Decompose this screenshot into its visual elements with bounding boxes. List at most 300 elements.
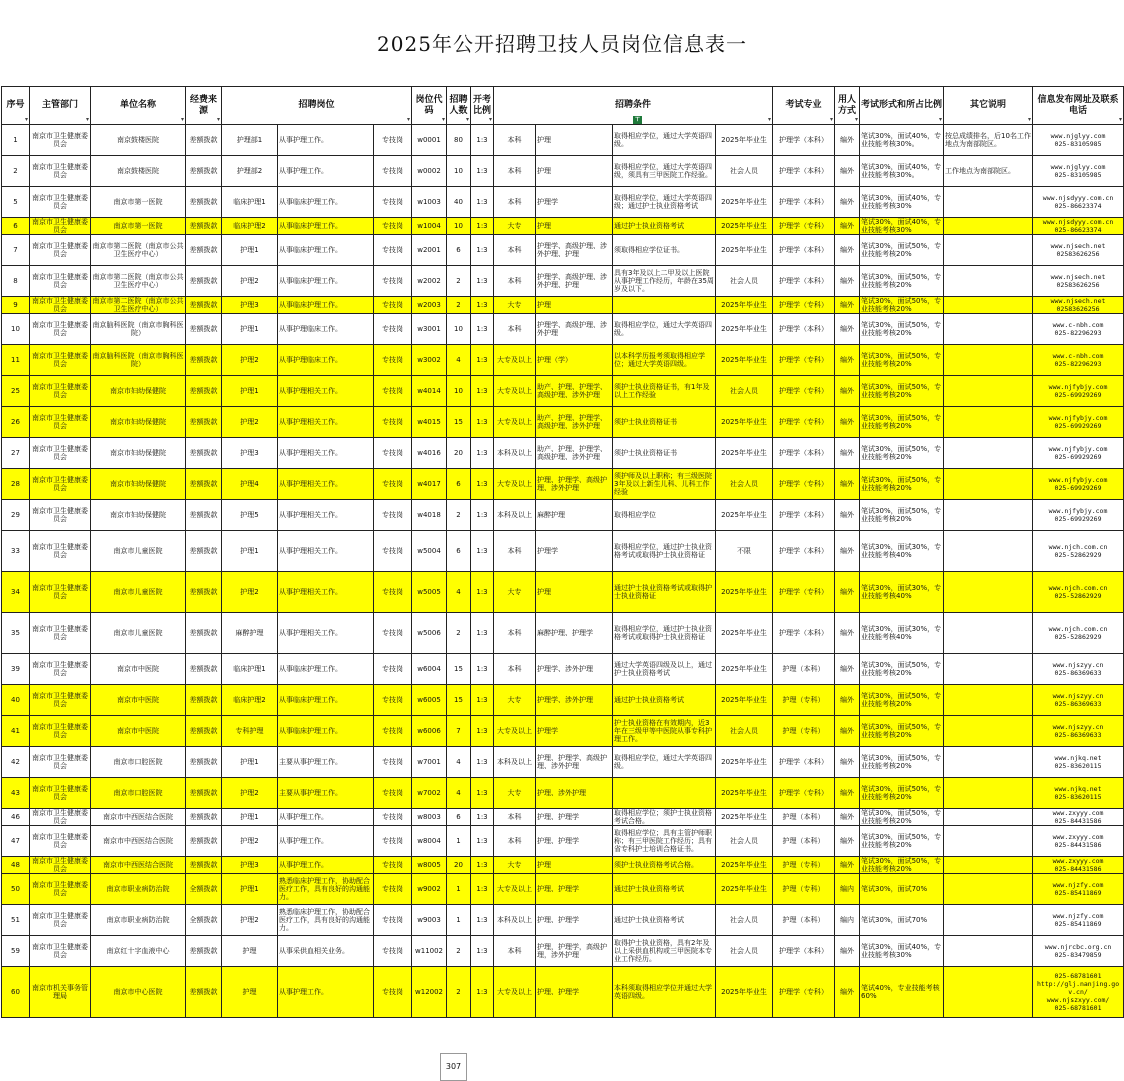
cell-code[interactable]: w0001	[412, 125, 447, 156]
cell-web[interactable]: www.c-nbh.com 025-82296293	[1033, 314, 1124, 345]
cell-cond[interactable]: 取得相应学位，通过大学英语四级。	[613, 747, 716, 778]
cell-type[interactable]: 专技岗	[374, 125, 412, 156]
cell-code[interactable]: w6005	[412, 685, 447, 716]
cell-dept[interactable]: 南京市卫生健康委员会	[30, 235, 91, 266]
cell-exam[interactable]: 护理学（本科）	[773, 125, 835, 156]
cell-ratio[interactable]: 1:3	[471, 125, 494, 156]
cell-unit[interactable]: 南京市中医院	[91, 654, 186, 685]
cell-unit[interactable]: 南京红十字血液中心	[91, 936, 186, 967]
cell-type[interactable]: 专技岗	[374, 266, 412, 297]
cell-note[interactable]	[944, 469, 1033, 500]
cell-code[interactable]: w7002	[412, 778, 447, 809]
cell-post[interactable]: 护理5	[222, 500, 278, 531]
cell-web[interactable]: www.njsech.net 02583626256	[1033, 297, 1124, 314]
cell-code[interactable]: w2001	[412, 235, 447, 266]
cell-no[interactable]: 50	[2, 874, 30, 905]
cell-num[interactable]: 80	[447, 125, 471, 156]
cell-dept[interactable]: 南京市卫生健康委员会	[30, 778, 91, 809]
cell-ratio[interactable]: 1:3	[471, 376, 494, 407]
cell-post[interactable]: 护理3	[222, 857, 278, 874]
cell-edu[interactable]: 大专及以上	[494, 376, 536, 407]
cell-no[interactable]: 9	[2, 297, 30, 314]
cell-cond[interactable]: 取得相应学位，通过护士执业资格考试或取得护士执业资格证	[613, 613, 716, 654]
cell-note[interactable]	[944, 778, 1033, 809]
cell-dept[interactable]: 南京市卫生健康委员会	[30, 905, 91, 936]
cell-no[interactable]: 48	[2, 857, 30, 874]
cell-note[interactable]	[944, 407, 1033, 438]
cell-num[interactable]: 10	[447, 218, 471, 235]
header-no[interactable]: 序号 ▾	[2, 87, 30, 125]
cell-cond[interactable]: 通过护士执业资格考试或取得护士执业资格证	[613, 572, 716, 613]
cell-no[interactable]: 51	[2, 905, 30, 936]
filter-dropdown-icon[interactable]: ▾	[855, 116, 859, 123]
cell-src[interactable]: 社会人员	[716, 156, 773, 187]
cell-ratio[interactable]: 1:3	[471, 654, 494, 685]
filter-dropdown-icon[interactable]: ▾	[466, 116, 470, 123]
cell-major[interactable]: 护理	[536, 125, 613, 156]
cell-no[interactable]: 25	[2, 376, 30, 407]
cell-cond[interactable]	[613, 778, 716, 809]
header-fund[interactable]: 经费来源 ▾	[186, 87, 222, 125]
cell-type[interactable]: 专技岗	[374, 407, 412, 438]
cell-dept[interactable]: 南京市卫生健康委员会	[30, 376, 91, 407]
cell-cond[interactable]: 须护士执业资格考试合格。	[613, 857, 716, 874]
cell-edu[interactable]: 本科	[494, 809, 536, 826]
cell-exam[interactable]: 护理学（本科）	[773, 613, 835, 654]
cell-note[interactable]	[944, 235, 1033, 266]
cell-major[interactable]: 护理学、涉外护理	[536, 654, 613, 685]
cell-note[interactable]	[944, 967, 1033, 1018]
cell-form[interactable]: 笔试30%，面试50%，专业技能考核20%	[860, 857, 944, 874]
cell-code[interactable]: w4015	[412, 407, 447, 438]
cell-cond[interactable]: 通过护士执业资格考试	[613, 685, 716, 716]
cell-web[interactable]: www.zxyyy.com 025-84431586	[1033, 857, 1124, 874]
cell-num[interactable]: 15	[447, 685, 471, 716]
header-cond[interactable]: 招聘条件 ⊤ ▾	[494, 87, 773, 125]
cell-src[interactable]: 社会人员	[716, 826, 773, 857]
cell-duty[interactable]: 从事护理相关工作。	[278, 531, 374, 572]
cell-post[interactable]: 护理1	[222, 874, 278, 905]
cell-dept[interactable]: 南京市卫生健康委员会	[30, 407, 91, 438]
cell-exam[interactable]: 护理（专科）	[773, 716, 835, 747]
cell-ratio[interactable]: 1:3	[471, 218, 494, 235]
cell-edu[interactable]: 本科	[494, 826, 536, 857]
cell-mode[interactable]: 编外	[835, 826, 860, 857]
cell-code[interactable]: w8003	[412, 809, 447, 826]
cell-unit[interactable]: 南京脑科医院（南京市胸科医院）	[91, 314, 186, 345]
cell-ratio[interactable]: 1:3	[471, 857, 494, 874]
cell-num[interactable]: 15	[447, 407, 471, 438]
cell-duty[interactable]: 从事临床护理工作。	[278, 218, 374, 235]
cell-num[interactable]: 20	[447, 857, 471, 874]
cell-num[interactable]: 6	[447, 469, 471, 500]
cell-cond[interactable]: 护士执业资格在有效期内，近3年在三级甲等中医院从事专科护理工作。	[613, 716, 716, 747]
cell-dept[interactable]: 南京市卫生健康委员会	[30, 654, 91, 685]
cell-cond[interactable]: 须取得相应学位证书。	[613, 235, 716, 266]
cell-exam[interactable]: 护理学（本科）	[773, 500, 835, 531]
header-mode[interactable]: 用人方式 ▾	[835, 87, 860, 125]
cell-type[interactable]: 专技岗	[374, 500, 412, 531]
cell-type[interactable]: 专技岗	[374, 438, 412, 469]
cell-duty[interactable]: 从事临床护理工作。	[278, 716, 374, 747]
cell-fund[interactable]: 差额拨款	[186, 345, 222, 376]
cell-fund[interactable]: 差额拨款	[186, 297, 222, 314]
cell-unit[interactable]: 南京市妇幼保健院	[91, 407, 186, 438]
cell-fund[interactable]: 差额拨款	[186, 187, 222, 218]
cell-num[interactable]: 1	[447, 826, 471, 857]
cell-type[interactable]: 专技岗	[374, 297, 412, 314]
cell-form[interactable]: 笔试30%，面试50%，专业技能考核20%	[860, 685, 944, 716]
cell-code[interactable]: w4016	[412, 438, 447, 469]
cell-ratio[interactable]: 1:3	[471, 685, 494, 716]
cell-cond[interactable]: 通过护士执业资格考试	[613, 218, 716, 235]
cell-web[interactable]: www.njch.com.cn 025-52862929	[1033, 613, 1124, 654]
cell-src[interactable]: 2025年毕业生	[716, 125, 773, 156]
cell-web[interactable]: www.zxyyy.com 025-84431586	[1033, 809, 1124, 826]
cell-exam[interactable]: 护理学（本科）	[773, 235, 835, 266]
cell-no[interactable]: 43	[2, 778, 30, 809]
cell-mode[interactable]: 编外	[835, 218, 860, 235]
cell-dept[interactable]: 南京市卫生健康委员会	[30, 936, 91, 967]
cell-no[interactable]: 35	[2, 613, 30, 654]
cell-ratio[interactable]: 1:3	[471, 778, 494, 809]
cell-cond[interactable]	[613, 297, 716, 314]
cell-form[interactable]: 笔试30%，面试40%，专业技能考核30%	[860, 936, 944, 967]
cell-form[interactable]: 笔试30%，面试50%，专业技能考核20%	[860, 297, 944, 314]
cell-dept[interactable]: 南京市机关事务管理局	[30, 967, 91, 1018]
header-web[interactable]: 信息发布网址及联系电话 ▾	[1033, 87, 1124, 125]
cell-fund[interactable]: 差额拨款	[186, 685, 222, 716]
filter-dropdown-icon[interactable]: ▾	[24, 116, 28, 123]
cell-unit[interactable]: 南京市妇幼保健院	[91, 469, 186, 500]
cell-duty[interactable]: 从事临床护理工作。	[278, 187, 374, 218]
cell-cond[interactable]: 具有3年及以上二甲及以上医院从事护理工作经历，年龄在35周岁及以下。	[613, 266, 716, 297]
cell-unit[interactable]: 南京市第二医院（南京市公共卫生医疗中心）	[92, 297, 184, 313]
cell-type[interactable]: 专技岗	[374, 716, 412, 747]
cell-unit[interactable]: 南京市妇幼保健院	[91, 438, 186, 469]
cell-post[interactable]: 护理1	[222, 747, 278, 778]
cell-mode[interactable]: 编外	[835, 266, 860, 297]
cell-num[interactable]: 6	[447, 809, 471, 826]
cell-mode[interactable]: 编外	[835, 438, 860, 469]
cell-src[interactable]: 2025年毕业生	[716, 314, 773, 345]
cell-major[interactable]: 护理	[536, 156, 613, 187]
cell-edu[interactable]: 大专	[494, 685, 536, 716]
filter-dropdown-icon[interactable]: ▾	[180, 116, 184, 123]
cell-form[interactable]: 笔试30%，面试70%	[860, 905, 944, 936]
cell-post[interactable]: 专科护理	[222, 716, 278, 747]
cell-post[interactable]: 护理2	[222, 266, 278, 297]
cell-duty[interactable]: 从事护理临床工作。	[278, 345, 374, 376]
cell-web[interactable]: www.c-nbh.com 025-82296293	[1033, 345, 1124, 376]
cell-num[interactable]: 2	[447, 613, 471, 654]
cell-mode[interactable]: 编外	[835, 345, 860, 376]
cell-num[interactable]: 2	[447, 266, 471, 297]
cell-code[interactable]: w6004	[412, 654, 447, 685]
header-exam[interactable]: 考试专业 ▾	[773, 87, 835, 125]
cell-major[interactable]: 护理	[536, 218, 613, 235]
cell-num[interactable]: 6	[447, 531, 471, 572]
cell-form[interactable]: 笔试30%，面试30%，专业技能考核40%	[860, 572, 944, 613]
cell-cond[interactable]: 取得相应学位，通过大学英语四级。	[613, 125, 716, 156]
cell-edu[interactable]: 大专及以上	[494, 469, 536, 500]
cell-src[interactable]: 2025年毕业生	[716, 297, 773, 314]
cell-src[interactable]: 2025年毕业生	[716, 778, 773, 809]
cell-num[interactable]: 2	[447, 936, 471, 967]
cell-src[interactable]: 2025年毕业生	[716, 654, 773, 685]
cell-ratio[interactable]: 1:3	[471, 613, 494, 654]
cell-mode[interactable]: 编外	[835, 469, 860, 500]
cell-code[interactable]: w4014	[412, 376, 447, 407]
cell-exam[interactable]: 护理学（专科）	[773, 345, 835, 376]
cell-form[interactable]: 笔试30%，面试50%，专业技能考核20%	[860, 500, 944, 531]
cell-ratio[interactable]: 1:3	[471, 266, 494, 297]
cell-duty[interactable]: 从事护理工作。	[278, 125, 374, 156]
cell-edu[interactable]: 大专	[494, 297, 536, 314]
cell-num[interactable]: 2	[447, 967, 471, 1018]
cell-unit[interactable]: 南京市儿童医院	[91, 572, 186, 613]
cell-type[interactable]: 专技岗	[374, 809, 412, 826]
cell-fund[interactable]: 差额拨款	[186, 572, 222, 613]
cell-form[interactable]: 笔试30%，面试50%，专业技能考核20%	[860, 469, 944, 500]
cell-major[interactable]: 助产、护理、护理学、高级护理、涉外护理	[536, 438, 613, 469]
cell-num[interactable]: 2	[447, 297, 471, 314]
cell-duty[interactable]: 从事护理临床工作。	[278, 314, 374, 345]
cell-type[interactable]: 专技岗	[374, 654, 412, 685]
cell-note[interactable]	[944, 716, 1033, 747]
cell-src[interactable]: 2025年毕业生	[716, 874, 773, 905]
cell-code[interactable]: w1003	[412, 187, 447, 218]
cell-major[interactable]: 助产、护理、护理学、高级护理、涉外护理	[536, 407, 613, 438]
cell-dept[interactable]: 南京市卫生健康委员会	[30, 809, 91, 826]
cell-web[interactable]: www.njsdyyy.com.cn 025-86623374	[1033, 218, 1124, 235]
cell-cond[interactable]: 通过护士执业资格考试	[613, 905, 716, 936]
cell-mode[interactable]: 编外	[835, 314, 860, 345]
cell-mode[interactable]: 编外	[835, 156, 860, 187]
cell-ratio[interactable]: 1:3	[471, 572, 494, 613]
cell-web[interactable]: www.njszyy.cn 025-86369633	[1033, 654, 1124, 685]
cell-type[interactable]: 专技岗	[374, 613, 412, 654]
cell-edu[interactable]: 大专	[494, 778, 536, 809]
cell-mode[interactable]: 编内	[835, 874, 860, 905]
cell-cond[interactable]: 通过护士执业资格考试	[613, 874, 716, 905]
cell-edu[interactable]: 本科	[494, 235, 536, 266]
cell-post[interactable]: 护理2	[222, 778, 278, 809]
cell-unit[interactable]: 南京市儿童医院	[91, 613, 186, 654]
cell-form[interactable]: 笔试30%，面试50%，专业技能考核20%	[860, 826, 944, 857]
cell-dept[interactable]: 南京市卫生健康委员会	[30, 266, 91, 297]
cell-type[interactable]: 专技岗	[374, 685, 412, 716]
cell-edu[interactable]: 本科	[494, 156, 536, 187]
cell-type[interactable]: 专技岗	[374, 874, 412, 905]
cell-web[interactable]: www.njfybjy.com 025-69929269	[1033, 438, 1124, 469]
cell-edu[interactable]: 大专及以上	[494, 345, 536, 376]
cell-duty[interactable]: 从事护理相关工作。	[278, 407, 374, 438]
cell-exam[interactable]: 护理学（专科）	[773, 469, 835, 500]
cell-duty[interactable]: 从事临床护理工作。	[278, 235, 374, 266]
filter-dropdown-icon[interactable]: ▾	[407, 116, 411, 123]
cell-note[interactable]	[944, 218, 1033, 235]
cell-num[interactable]: 1	[447, 905, 471, 936]
cell-note[interactable]	[944, 613, 1033, 654]
cell-mode[interactable]: 编外	[835, 936, 860, 967]
cell-note[interactable]	[944, 572, 1033, 613]
cell-num[interactable]: 4	[447, 345, 471, 376]
cell-note[interactable]	[944, 187, 1033, 218]
cell-code[interactable]: w5006	[412, 613, 447, 654]
cell-type[interactable]: 专技岗	[374, 572, 412, 613]
cell-major[interactable]: 护理学、高级护理、涉外护理、护理	[536, 235, 613, 266]
cell-unit[interactable]: 南京市儿童医院	[91, 531, 186, 572]
cell-mode[interactable]: 编外	[835, 297, 860, 314]
cell-major[interactable]: 护理（学）	[536, 345, 613, 376]
filter-dropdown-icon[interactable]: ▾	[1028, 116, 1032, 123]
header-note[interactable]: 其它说明 ▾	[944, 87, 1033, 125]
cell-edu[interactable]: 本科及以上	[494, 500, 536, 531]
cell-duty[interactable]: 从事护理工作。	[278, 857, 374, 874]
cell-ratio[interactable]: 1:3	[471, 874, 494, 905]
cell-fund[interactable]: 差额拨款	[186, 531, 222, 572]
cell-exam[interactable]: 护理学（本科）	[773, 531, 835, 572]
cell-num[interactable]: 40	[447, 187, 471, 218]
cell-no[interactable]: 7	[2, 235, 30, 266]
cell-post[interactable]: 护理部2	[222, 156, 278, 187]
cell-no[interactable]: 27	[2, 438, 30, 469]
cell-web[interactable]: www.njzfy.com 025-85411869	[1033, 874, 1124, 905]
cell-fund[interactable]: 差额拨款	[186, 654, 222, 685]
cell-cond[interactable]: 取得相应学位，通过护士执业资格考试或取得护士执业资格证	[613, 531, 716, 572]
cell-form[interactable]: 笔试30%，面试50%，专业技能考核20%	[860, 266, 944, 297]
cell-major[interactable]: 护理学、涉外护理	[536, 685, 613, 716]
cell-ratio[interactable]: 1:3	[471, 235, 494, 266]
header-form[interactable]: 考试形式和所占比例 ▾	[860, 87, 944, 125]
cell-fund[interactable]: 差额拨款	[186, 266, 222, 297]
cell-web[interactable]: www.njrcbc.org.cn 025-83479859	[1033, 936, 1124, 967]
cell-cond[interactable]: 取得相应学位	[613, 500, 716, 531]
cell-fund[interactable]: 差额拨款	[186, 826, 222, 857]
cell-web[interactable]: www.njkq.net 025-83620115	[1033, 747, 1124, 778]
cell-form[interactable]: 笔试30%，面试40%，专业技能考核30%	[860, 187, 944, 218]
cell-fund[interactable]: 全额拨款	[186, 874, 222, 905]
cell-web[interactable]: www.njch.com.cn 025-52862929	[1033, 531, 1124, 572]
cell-code[interactable]: w2003	[412, 297, 447, 314]
cell-num[interactable]: 2	[447, 500, 471, 531]
cell-no[interactable]: 46	[2, 809, 30, 826]
cell-src[interactable]: 2025年毕业生	[716, 857, 773, 874]
cell-post[interactable]: 护理1	[222, 235, 278, 266]
cell-note[interactable]	[944, 531, 1033, 572]
cell-no[interactable]: 39	[2, 654, 30, 685]
cell-edu[interactable]: 大专	[494, 857, 536, 874]
header-ratio[interactable]: 开考比例 ▾	[471, 87, 494, 125]
cell-dept[interactable]: 南京市卫生健康委员会	[30, 685, 91, 716]
cell-src[interactable]: 2025年毕业生	[716, 685, 773, 716]
cell-major[interactable]: 护理学	[536, 716, 613, 747]
cell-type[interactable]: 专技岗	[374, 156, 412, 187]
cell-note[interactable]	[944, 747, 1033, 778]
cell-code[interactable]: w7001	[412, 747, 447, 778]
cell-cond[interactable]: 须护士执业资格证书，有1年及以上工作经验	[613, 376, 716, 407]
cell-src[interactable]: 2025年毕业生	[716, 345, 773, 376]
cell-dept[interactable]: 南京市卫生健康委员会	[30, 857, 91, 874]
cell-post[interactable]: 护理1	[222, 376, 278, 407]
cell-num[interactable]: 7	[447, 716, 471, 747]
cell-edu[interactable]: 大专	[494, 572, 536, 613]
cell-edu[interactable]: 大专及以上	[494, 874, 536, 905]
cell-fund[interactable]: 差额拨款	[186, 125, 222, 156]
cell-code[interactable]: w8005	[412, 857, 447, 874]
cell-no[interactable]: 10	[2, 314, 30, 345]
cell-fund[interactable]: 差额拨款	[186, 407, 222, 438]
cell-dept[interactable]: 南京市卫生健康委员会	[30, 531, 91, 572]
header-code[interactable]: 岗位代码 ▾	[412, 87, 447, 125]
cell-type[interactable]: 专技岗	[374, 857, 412, 874]
cell-unit[interactable]: 南京市中西医结合医院	[91, 826, 186, 857]
cell-no[interactable]: 42	[2, 747, 30, 778]
cell-ratio[interactable]: 1:3	[471, 716, 494, 747]
cell-web[interactable]: www.njzfy.com 025-85411869	[1033, 905, 1124, 936]
cell-no[interactable]: 6	[2, 218, 30, 235]
cell-ratio[interactable]: 1:3	[471, 500, 494, 531]
cell-note[interactable]	[944, 266, 1033, 297]
cell-duty[interactable]: 主要从事护理工作。	[278, 747, 374, 778]
cell-no[interactable]: 1	[2, 125, 30, 156]
cell-mode[interactable]: 编外	[835, 235, 860, 266]
cell-fund[interactable]: 差额拨款	[186, 376, 222, 407]
cell-num[interactable]: 1	[447, 874, 471, 905]
cell-exam[interactable]: 护理学（本科）	[773, 747, 835, 778]
cell-dept[interactable]: 南京市卫生健康委员会	[30, 218, 91, 235]
cell-unit[interactable]: 南京市中医院	[91, 716, 186, 747]
cell-note[interactable]: 工作地点为南部院区。	[944, 156, 1033, 187]
cell-post[interactable]: 护理	[222, 936, 278, 967]
cell-web[interactable]: www.njszyy.cn 025-86369633	[1033, 685, 1124, 716]
cell-code[interactable]: w4017	[412, 469, 447, 500]
cell-web[interactable]: www.njsech.net 02583626256	[1033, 266, 1124, 297]
cell-dept[interactable]: 南京市卫生健康委员会	[30, 874, 91, 905]
cell-unit[interactable]: 南京市第二医院（南京市公共卫生医疗中心）	[91, 266, 186, 297]
cell-edu[interactable]: 大专及以上	[494, 407, 536, 438]
cell-cond[interactable]: 取得护士执业资格，具有2年及以上采供血机构或三甲医院本专业工作经历。	[613, 936, 716, 967]
cell-fund[interactable]: 差额拨款	[186, 438, 222, 469]
cell-dept[interactable]: 南京市卫生健康委员会	[30, 716, 91, 747]
cell-num[interactable]: 20	[447, 438, 471, 469]
header-num[interactable]: 招聘人数 ▾	[447, 87, 471, 125]
header-post[interactable]: 招聘岗位 ▾	[222, 87, 412, 125]
cell-form[interactable]: 笔试30%，面试70%	[860, 874, 944, 905]
cell-src[interactable]: 社会人员	[716, 905, 773, 936]
cell-exam[interactable]: 护理学（本科）	[773, 156, 835, 187]
cell-web[interactable]: www.njfybjy.com 025-69929269	[1033, 407, 1124, 438]
cell-dept[interactable]: 南京市卫生健康委员会	[30, 438, 91, 469]
cell-type[interactable]: 专技岗	[374, 967, 412, 1018]
cell-ratio[interactable]: 1:3	[471, 345, 494, 376]
cell-edu[interactable]: 本科	[494, 531, 536, 572]
cell-form[interactable]: 笔试30%，面试30%，专业技能考核40%	[860, 531, 944, 572]
cell-edu[interactable]: 本科	[494, 936, 536, 967]
cell-major[interactable]: 护理、护理学	[536, 809, 613, 826]
cell-type[interactable]: 专技岗	[374, 376, 412, 407]
cell-duty[interactable]: 从事护理工作。	[278, 826, 374, 857]
cell-exam[interactable]: 护理学（专科）	[773, 778, 835, 809]
cell-fund[interactable]: 差额拨款	[186, 716, 222, 747]
cell-duty[interactable]: 从事临床护理工作。	[278, 266, 374, 297]
cell-unit[interactable]: 南京市第一医院	[91, 187, 186, 218]
cell-major[interactable]: 护理、护理学	[536, 874, 613, 905]
cell-type[interactable]: 专技岗	[374, 235, 412, 266]
cell-form[interactable]: 笔试30%，面试50%，专业技能考核20%	[860, 778, 944, 809]
cell-web[interactable]: 025-68781601 http://glj.nanjing.gov.cn/ www.njszxyy.com/ 025-68781601	[1033, 967, 1124, 1018]
